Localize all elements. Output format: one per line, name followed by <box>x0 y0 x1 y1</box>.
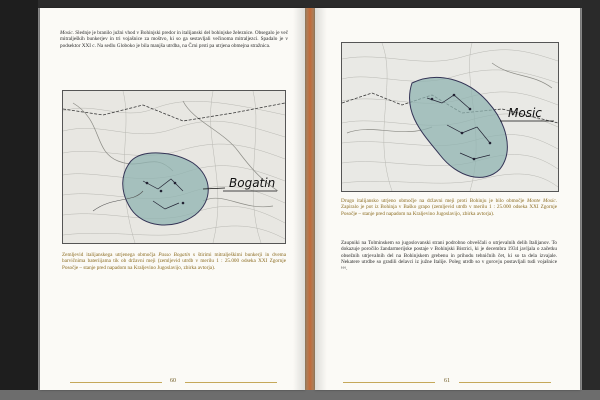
caption-lead: Zemljevid italijanskega utrjenega območja <box>62 252 159 258</box>
map-bogatin <box>62 90 286 244</box>
left-page-paragraph <box>60 30 288 49</box>
scanner-background-left <box>0 0 38 400</box>
right-map-caption <box>341 198 557 217</box>
right-page-paragraph: Zaupniki na Tolminskem so jugoslovanski strani podrobno obveščali o utrjevalnih delih Italijanov. To dokazuje poročilo žandarmerijske postaje v Bohinjski Bistrici, ki je decembra 1934 javljala o začetku obsežnih utrjevalnih del na Bohinjskem grebenu in prihodu tehničnih čet, ki so ta dela izvajale. Nekatere utrdbe so gradili delavci iz južne Italije. Poleg utrdb so v gorovju postavljali tudi vojašnice ¹⁶⁶. <box>341 240 557 272</box>
map-label: Mosic <box>508 106 542 120</box>
paragraph-lead: Mosic. <box>60 30 74 36</box>
caption-rest: s štirimi mitralješkimi bunkerji in dvema barvičnima bateriijama tik ob državni meji (zemljevid utrdb v merilu 1 : 25.000 odseka XXI Zgornje Posočje – stanje pred napadom na Kraljevino Jugoslavijo, zbirka avtorja). <box>62 252 286 271</box>
book-spread <box>40 8 580 390</box>
topographic-map <box>342 43 558 191</box>
footer-rule-right <box>185 382 277 383</box>
footer-rule-left <box>343 382 435 383</box>
paragraph-body: Slednje je branilo južni vhod v Bohinjski predor in italijanski del bohinjske železnice. Obsegalo je več mitraljeških bunkerjev in tri vojašnice za moštvo, ki so ga sestavljali večinoma mitraljezci. Spadalo je v podsektor XXI c. Na sedlu Globoko je bila manjša utrdba, na Črni prsti pa utrjena obmejna stražnica. <box>60 30 288 49</box>
left-map-caption <box>62 252 286 271</box>
scanner-background-bottom <box>0 390 600 400</box>
scanner-background-right <box>582 0 600 400</box>
map-mosic <box>341 42 559 192</box>
page-number-left: 60 <box>170 378 176 384</box>
caption-rest: . Zapiralo je pot iz Bohinja v Baško grapo (zemljevid utrdb v merilu 1 : 25.000 odseka XXI Zgornje Posočje – stanje pred napadom na Kraljevino Jugoslavijo, zbirka avtorja). <box>341 198 557 217</box>
map-label: Bogatin <box>229 176 276 190</box>
topographic-map <box>63 91 285 243</box>
left-page <box>40 8 305 390</box>
page-number-right: 61 <box>444 378 450 384</box>
book-gutter <box>305 8 315 390</box>
footer-rule-left <box>70 382 162 383</box>
footer-rule-right <box>459 382 551 383</box>
caption-lead: Drugo italijansko utrjeno območje na državni meji proti Bohinju je bilo območje <box>341 198 528 204</box>
right-page <box>315 8 580 390</box>
caption-place: Passo Bogatin <box>158 252 191 258</box>
scanner-background-top <box>0 0 600 8</box>
caption-place: Monte Mosic <box>527 198 556 204</box>
